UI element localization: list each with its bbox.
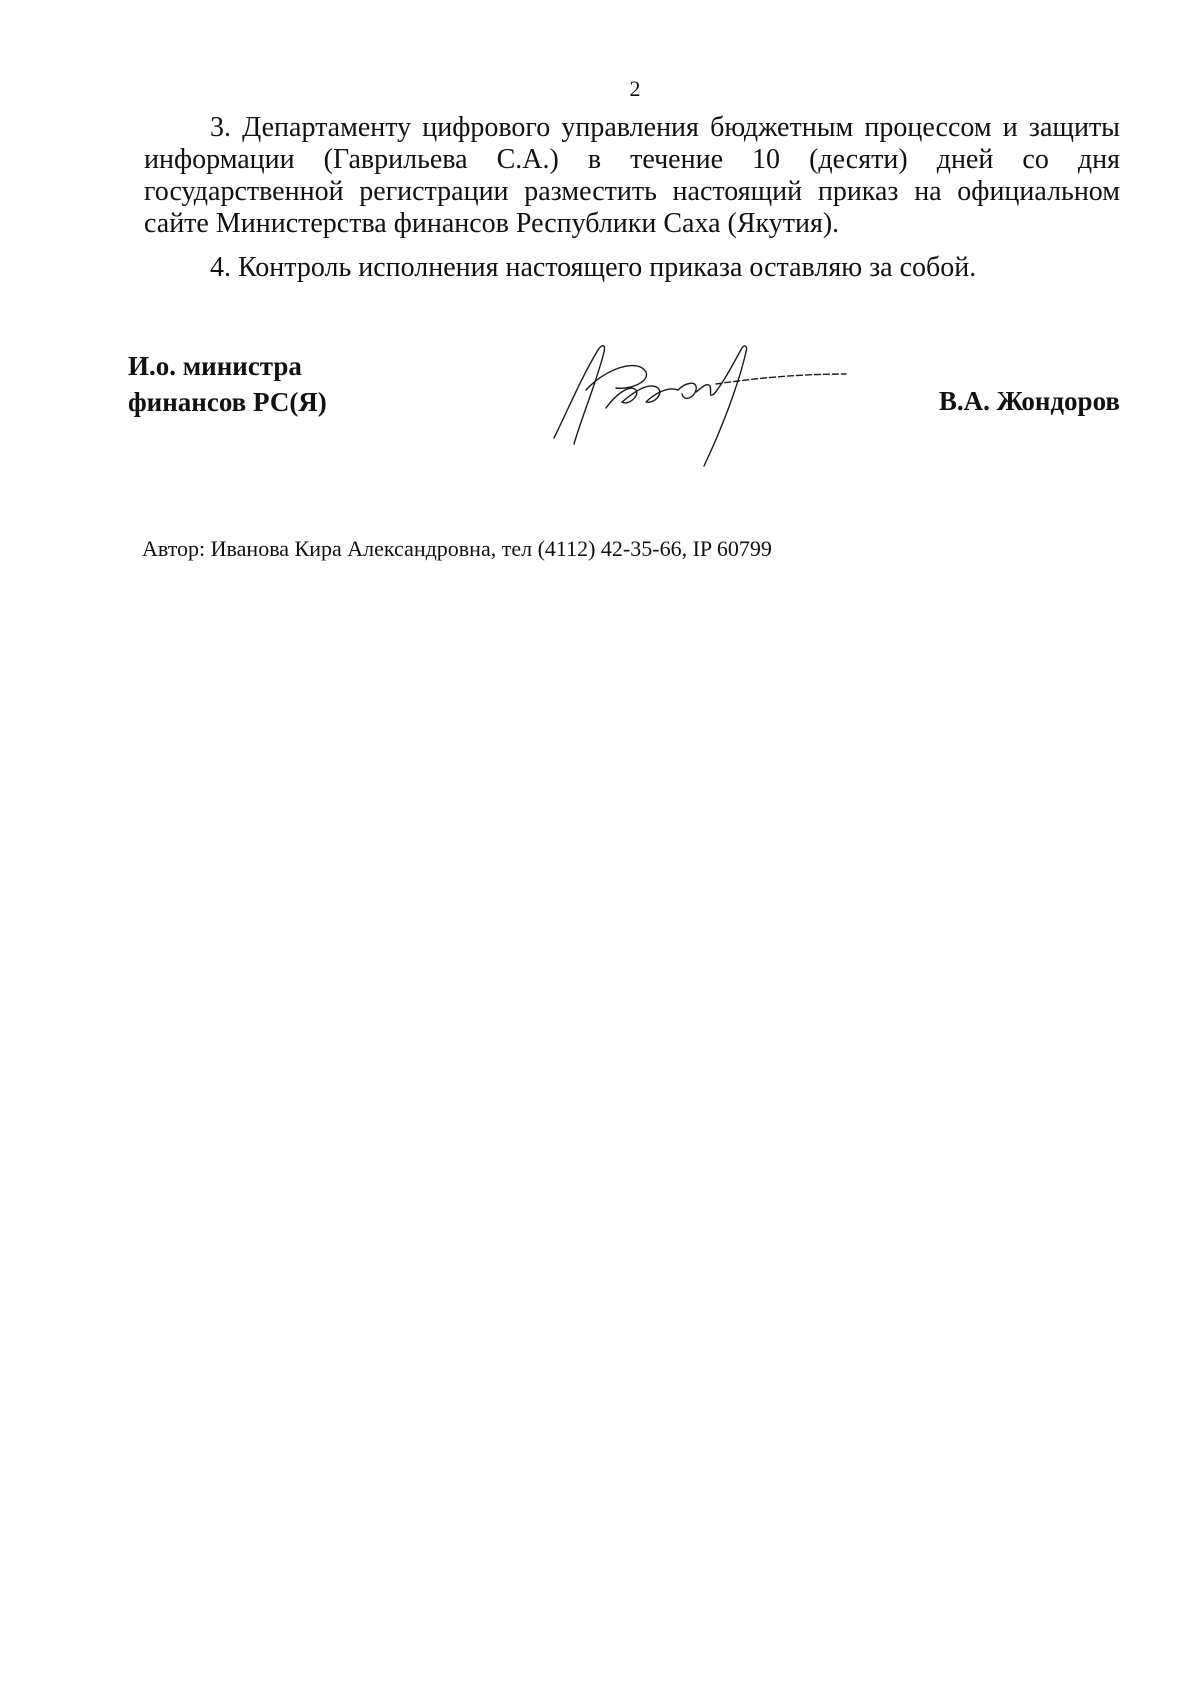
paragraph-3: 3. Департаменту цифрового управления бюджетным процессом и защиты информации (Гаврильева С.А.) в течение 10 (десяти) дней со дня государственной регистрации разместить настоящий приказ на официальном сайте Министерства финансов Республики Саха (Якутия).	[144, 112, 1120, 239]
handwritten-signature	[546, 332, 866, 482]
signatory-title-line1: И.о. министра	[128, 351, 302, 381]
author-contact-line: Автор: Иванова Кира Александровна, тел (4112) 42-35-66, IP 60799	[142, 536, 772, 561]
signatory-title	[128, 348, 327, 420]
page-number: 2	[629, 76, 641, 101]
signatory-name: В.А. Жондоров	[938, 386, 1120, 416]
signatory-title-line2: финансов РС(Я)	[128, 387, 327, 417]
paragraph-4: 4. Контроль исполнения настоящего приказа оставляю за собой.	[210, 252, 977, 283]
document-body	[144, 112, 1120, 284]
